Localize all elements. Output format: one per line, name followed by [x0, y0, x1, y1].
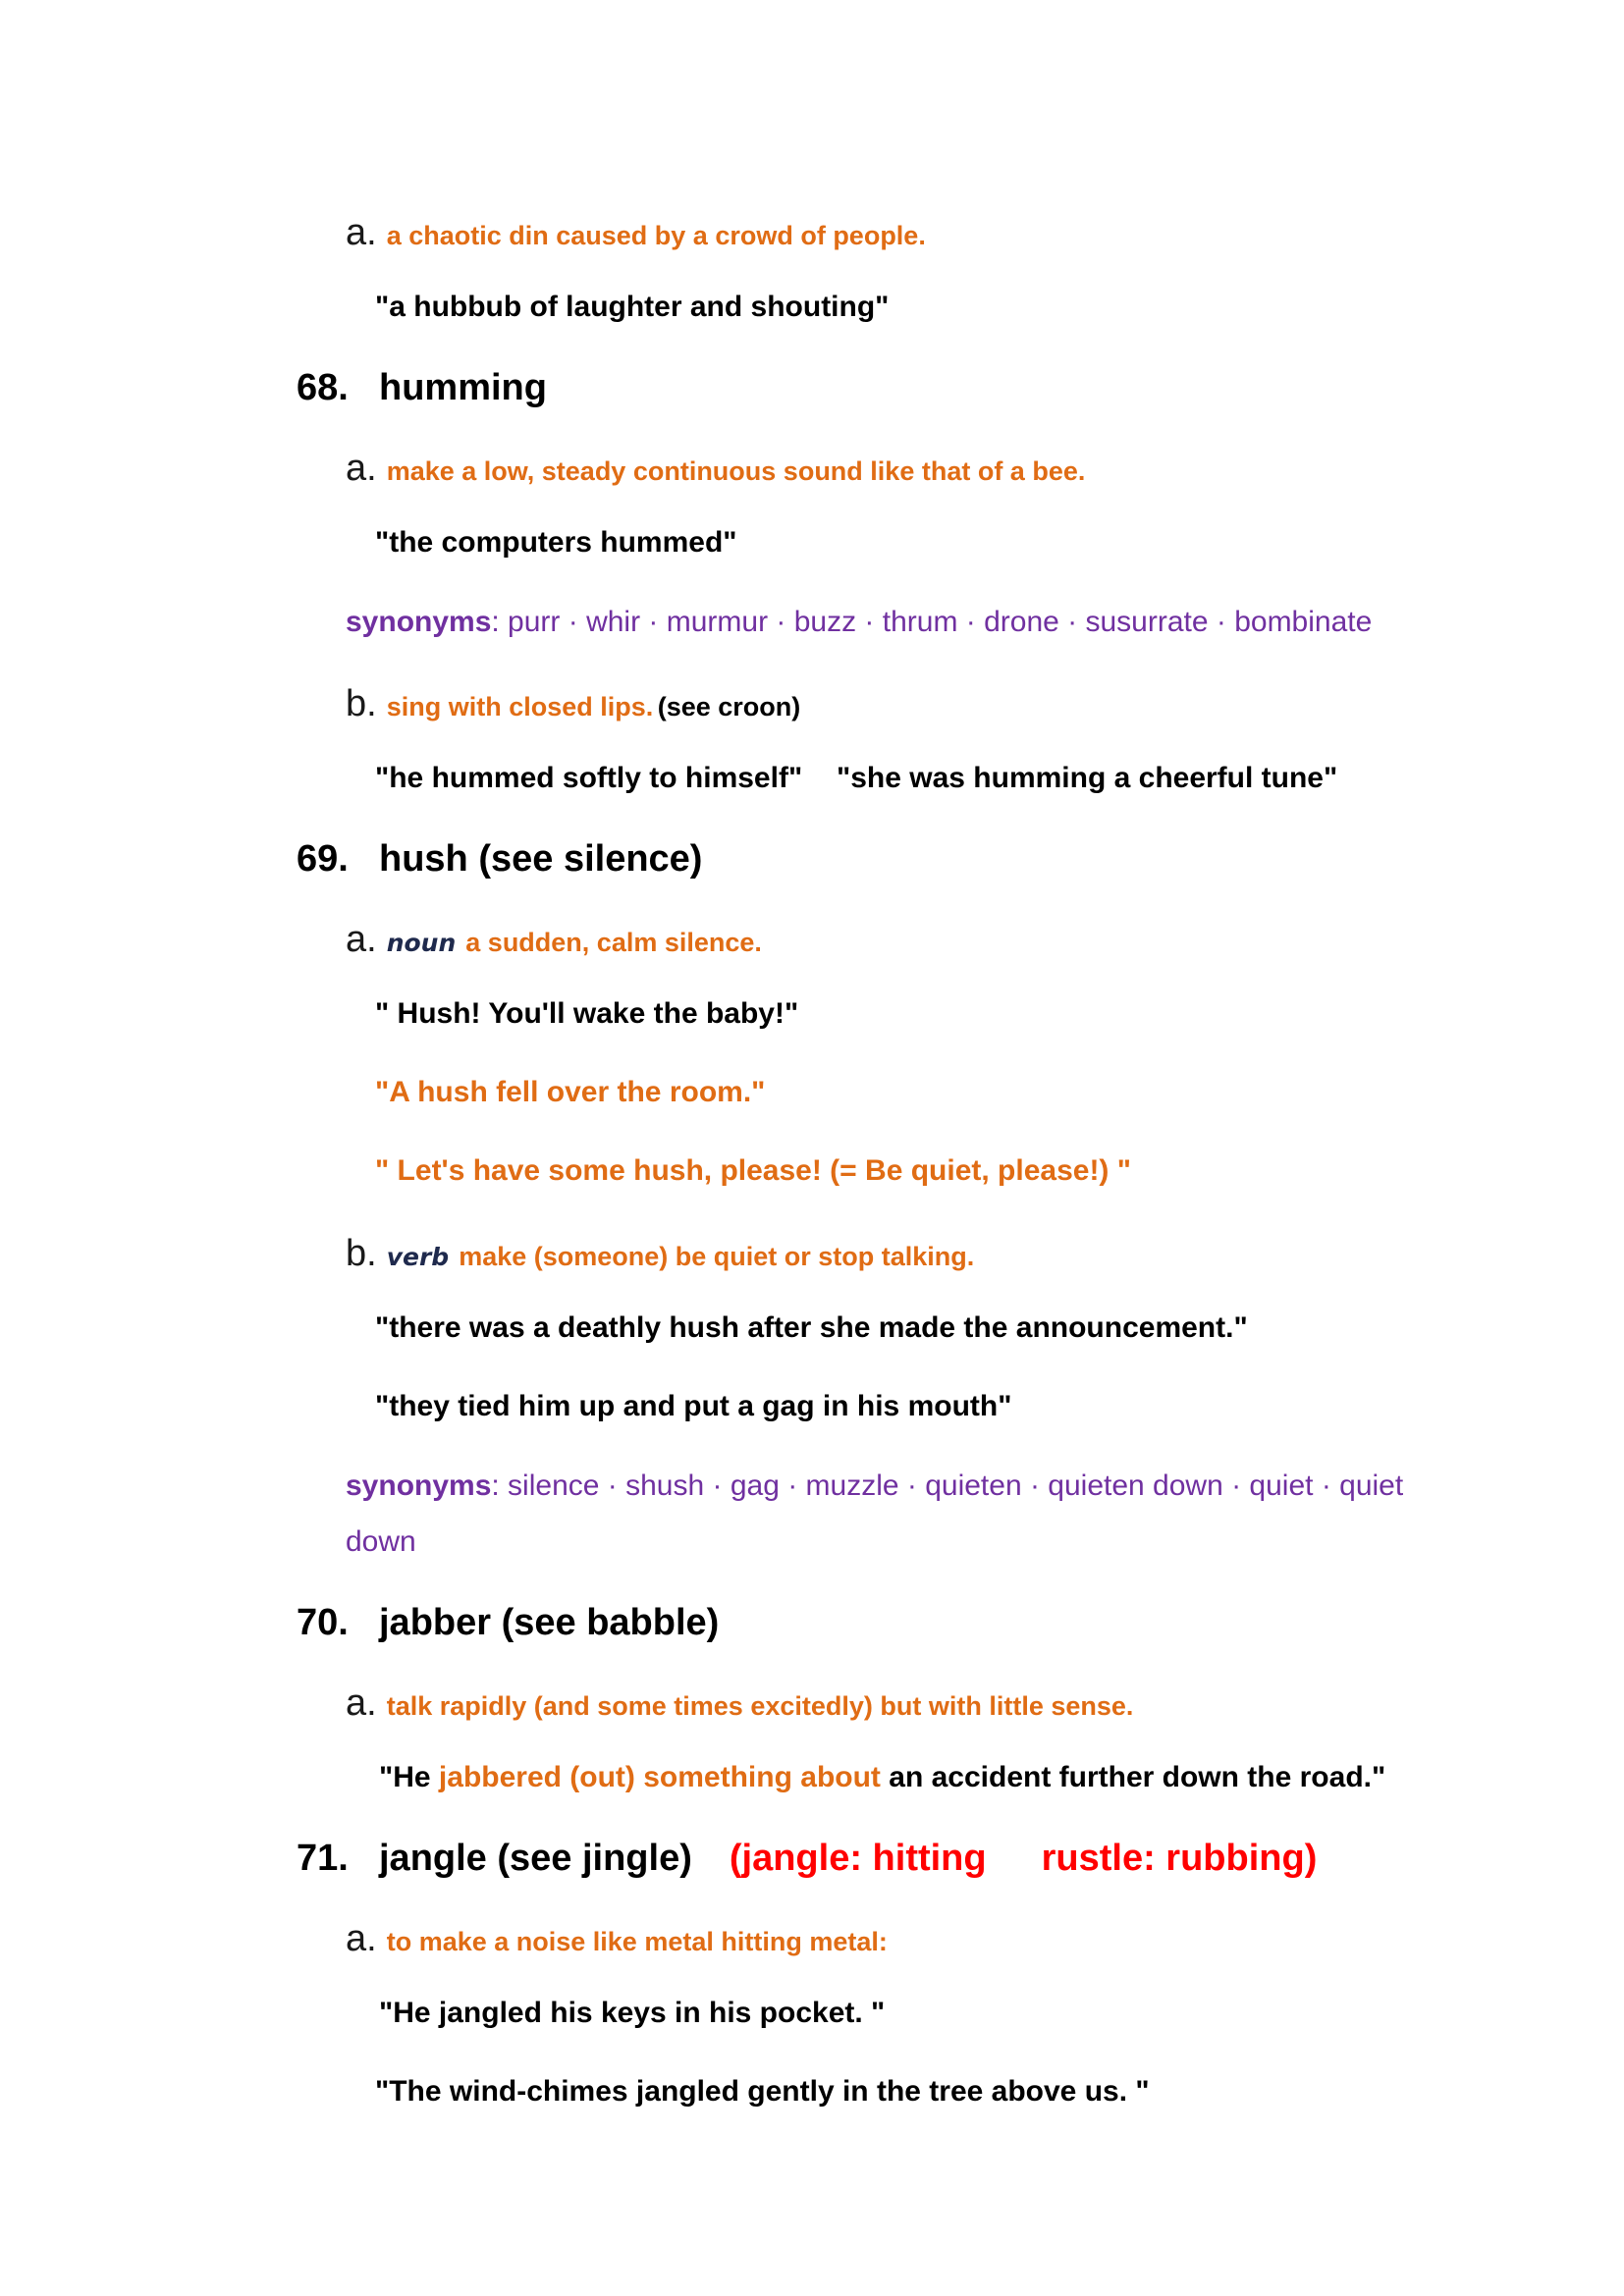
sense-letter: a.	[346, 448, 377, 489]
example: "a hubbub of laughter and shouting"	[375, 291, 890, 323]
synonyms-68	[346, 608, 1372, 637]
example-end: an accident further down the road."	[880, 1761, 1386, 1793]
example: "she was humming a cheerful tune"	[837, 762, 1338, 794]
sense-a-68	[346, 450, 1085, 487]
note-rustle: rustle: rubbing)	[1041, 1838, 1318, 1879]
part-of-speech: noun	[386, 929, 457, 957]
example: "they tied him up and put a gag in his mouth"	[375, 1390, 1012, 1422]
sense-letter: b.	[346, 683, 377, 724]
entry-number: 71.	[297, 1838, 349, 1879]
example	[379, 1763, 1385, 1792]
entry-word: jabber (see babble)	[379, 1602, 720, 1643]
part-of-speech: verb	[386, 1243, 450, 1271]
definition: a chaotic din caused by a crowd of people.	[386, 221, 926, 250]
entry-heading-70	[297, 1604, 719, 1641]
example: "he hummed softly to himself"	[375, 762, 803, 794]
note-jangle: (jangle: hitting	[729, 1838, 987, 1879]
synonyms-list: : silence · shush · gag · muzzle · quieten · quieten down · quiet · quiet	[491, 1469, 1404, 1502]
definition: make a low, steady continuous sound like that of a bee.	[386, 456, 1086, 486]
entry-heading-68	[297, 369, 547, 406]
example: "He jangled his keys in his pocket. "	[379, 1997, 886, 2029]
entry-word: hush (see silence)	[379, 838, 703, 880]
example: " Let's have some hush, please! (= Be quiet, please!) "	[375, 1154, 1131, 1187]
sense-letter: b.	[346, 1233, 377, 1274]
see-also: (see croon)	[657, 692, 801, 721]
entry-word: jangle (see jingle)	[379, 1838, 692, 1879]
sense-a-69	[346, 921, 762, 958]
example: "there was a deathly hush after she made the announcement."	[375, 1311, 1248, 1344]
synonyms-69	[346, 1471, 1403, 1501]
synonyms-list: : purr · whir · murmur · buzz · thrum · drone · susurrate · bombinate	[491, 606, 1373, 638]
example: "A hush fell over the room."	[375, 1076, 766, 1108]
prev-sense-a	[346, 214, 926, 251]
sense-letter: a.	[346, 1682, 377, 1724]
definition: sing with closed lips.	[386, 692, 654, 721]
example: "The wind-chimes jangled gently in the tree above us. "	[375, 2075, 1150, 2108]
example-start: "He	[379, 1761, 439, 1793]
definition: talk rapidly (and some times excitedly) but with little sense.	[386, 1691, 1134, 1721]
entry-word: humming	[379, 367, 547, 408]
entry-number: 70.	[297, 1602, 349, 1643]
synonyms-label: synonyms	[346, 606, 492, 638]
synonyms-69-continued: down	[346, 1525, 416, 1558]
sense-b-68	[346, 685, 800, 722]
sense-b-69	[346, 1235, 974, 1272]
sense-letter: a.	[346, 919, 377, 960]
sense-a-70	[346, 1684, 1133, 1722]
sense-letter: a.	[346, 212, 377, 253]
entry-number: 69.	[297, 838, 349, 880]
definition: to make a noise like metal hitting metal:	[386, 1927, 888, 1956]
sense-a-71	[346, 1920, 888, 1957]
synonyms-label: synonyms	[346, 1469, 492, 1502]
definition: make (someone) be quiet or stop talking.	[459, 1242, 975, 1271]
example: " Hush! You'll wake the baby!"	[375, 997, 799, 1030]
example: "the computers hummed"	[375, 526, 737, 559]
example-highlight: jabbered (out) something about	[438, 1761, 881, 1793]
sense-letter: a.	[346, 1918, 377, 1959]
definition: a sudden, calm silence.	[465, 928, 762, 957]
entry-heading-71	[297, 1840, 1317, 1877]
entry-heading-69	[297, 840, 702, 878]
entry-number: 68.	[297, 367, 349, 408]
